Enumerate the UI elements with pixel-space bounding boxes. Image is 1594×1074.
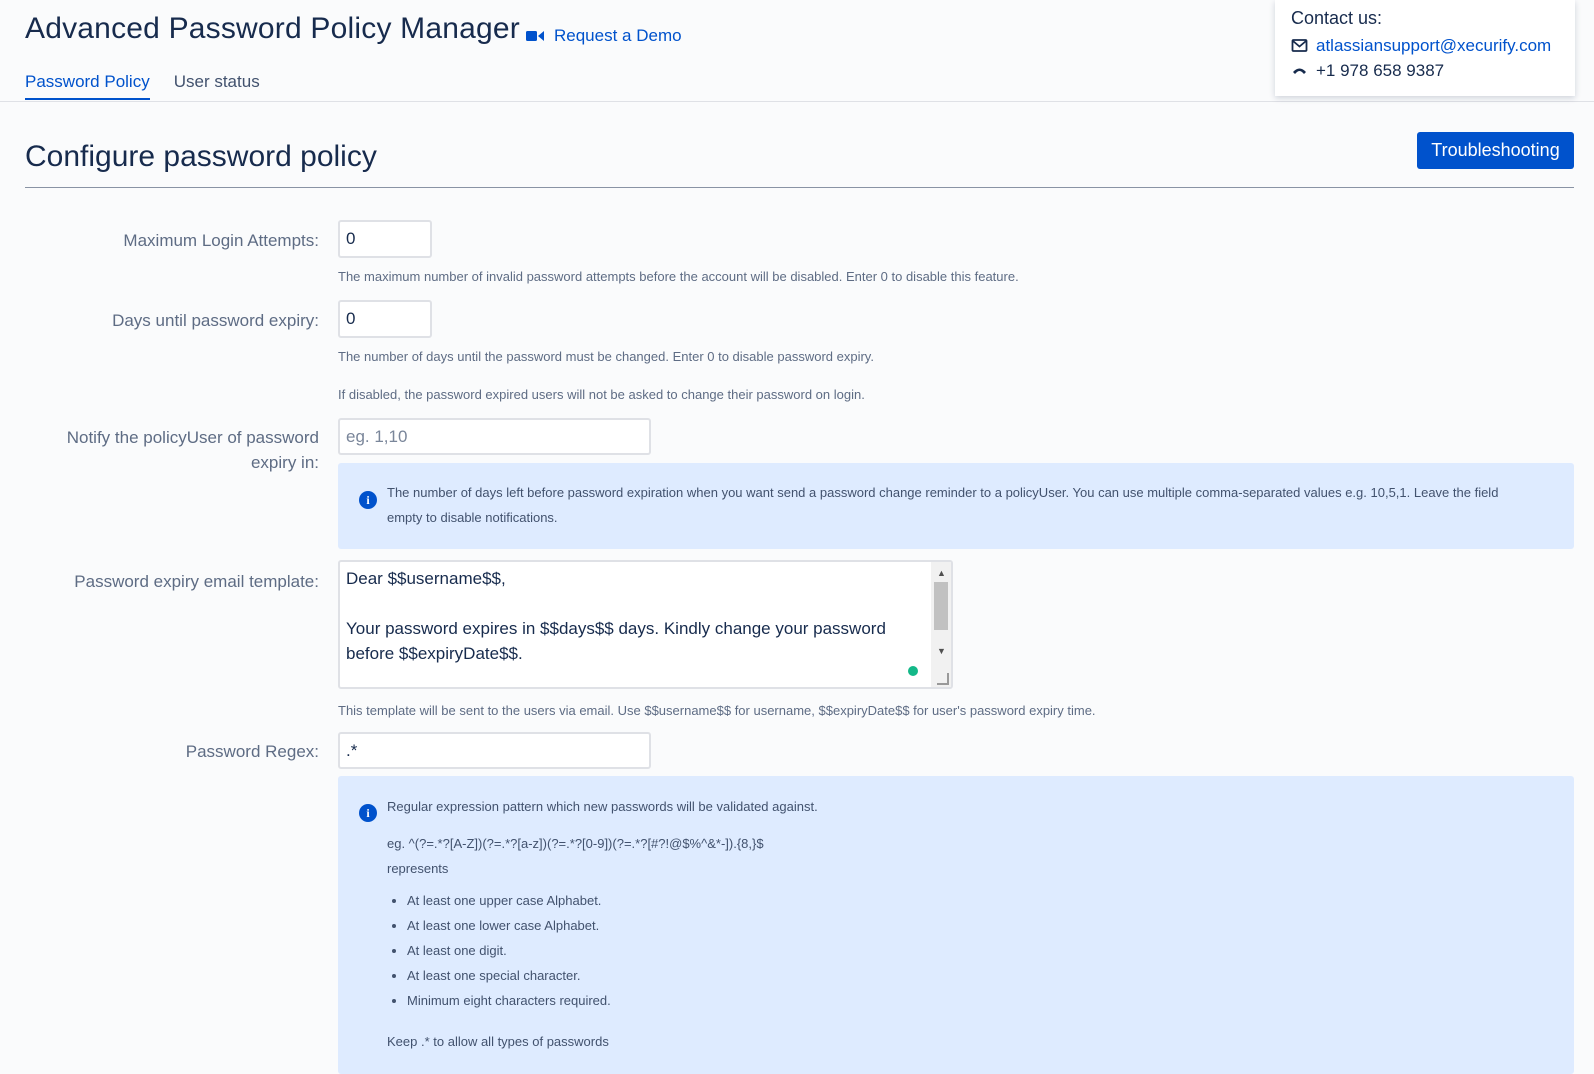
app-title: Advanced Password Policy Manager (25, 12, 520, 45)
mail-icon (1291, 37, 1308, 54)
notify-days-input[interactable] (338, 418, 651, 455)
tab-user-status[interactable]: User status (173, 72, 260, 91)
email-template-line: Dear $$username$$, (346, 569, 506, 588)
scroll-thumb[interactable] (934, 582, 948, 630)
regex-label: Password Regex: (185, 742, 319, 761)
contact-title: Contact us: (1291, 8, 1383, 28)
tab-password-policy[interactable]: Password Policy (25, 72, 150, 100)
page-title: Configure password policy (25, 140, 377, 173)
email-template-textarea[interactable] (338, 560, 953, 689)
contact-phone-row (1291, 58, 1559, 83)
regex-rules-list (387, 888, 611, 1013)
notify-info-line1: The number of days left before password expiration when you want send a password change reminder to a policyUser. You can use multiple comma-separated values e.g. 10,5,1. Leave the field (387, 485, 1499, 500)
request-demo-label: Request a Demo (554, 26, 682, 45)
email-template-line: before $$expiryDate$$. (346, 644, 523, 663)
expiry-disabled-help: If disabled, the password expired users will not be asked to change their password on login. (338, 387, 865, 402)
max-login-input[interactable] (338, 220, 432, 258)
list-item: • At least one special character. (407, 963, 611, 988)
chevron-up-icon[interactable]: ▲ (937, 568, 946, 578)
email-template-label: Password expiry email template: (74, 572, 319, 591)
email-template-help: This template will be sent to the users via email. Use $$username$$ for username, $$expiryDate$$ for user's password expiry time. (338, 703, 1096, 718)
resize-grip-icon[interactable] (937, 673, 949, 685)
list-item: • At least one lower case Alphabet. (407, 913, 611, 938)
contact-phone: +1 978 658 9387 (1316, 60, 1445, 80)
regex-info-intro: Regular expression pattern which new passwords will be validated against. (387, 799, 818, 814)
contact-email-link[interactable]: atlassiansupport@xecurify.com (1316, 35, 1552, 55)
contact-email-row (1291, 33, 1559, 58)
notify-info-box (338, 463, 1574, 549)
title-divider (25, 187, 1574, 188)
info-icon: i (359, 491, 377, 509)
info-icon: i (359, 804, 377, 822)
tab-bar (25, 72, 260, 100)
regex-input[interactable] (338, 732, 651, 769)
expiry-days-label: Days until password expiry: (112, 311, 319, 330)
troubleshooting-button[interactable]: Troubleshooting (1417, 132, 1574, 169)
regex-info-footer: Keep .* to allow all types of passwords (387, 1034, 609, 1049)
chevron-down-icon[interactable]: ▼ (937, 646, 946, 656)
regex-info-example: eg. ^(?=.*?[A-Z])(?=.*?[a-z])(?=.*?[0-9])(?=.*?[#?!@$%^&*-]).{8,}$ (387, 836, 764, 851)
expiry-days-help: The number of days until the password must be changed. Enter 0 to disable password expiry. (338, 349, 874, 364)
email-template-blank-line (346, 591, 916, 616)
expiry-days-input[interactable] (338, 300, 432, 338)
notify-label-line2: expiry in: (250, 453, 319, 472)
request-demo-link[interactable] (526, 26, 682, 46)
status-dot (908, 666, 918, 676)
video-camera-icon (526, 29, 544, 43)
notify-info-line2: empty to disable notifications. (387, 510, 558, 525)
list-item: • At least one digit. (407, 938, 611, 963)
regex-info-represents: represents (387, 861, 449, 876)
list-item: • Minimum eight characters required. (407, 988, 611, 1013)
textarea-scrollbar[interactable] (931, 562, 951, 687)
phone-icon (1291, 62, 1308, 79)
regex-info-box (338, 776, 1574, 1074)
max-login-label: Maximum Login Attempts: (123, 231, 319, 250)
notify-label-line1: Notify the policyUser of password (66, 428, 319, 447)
contact-card (1275, 0, 1575, 96)
max-login-help: The maximum number of invalid password attempts before the account will be disabled. Enter 0 to disable this feature. (338, 269, 1019, 284)
email-template-line: Your password expires in $$days$$ days. Kindly change your password (346, 619, 886, 638)
list-item: • At least one upper case Alphabet. (407, 888, 611, 913)
email-template-content (346, 566, 916, 666)
